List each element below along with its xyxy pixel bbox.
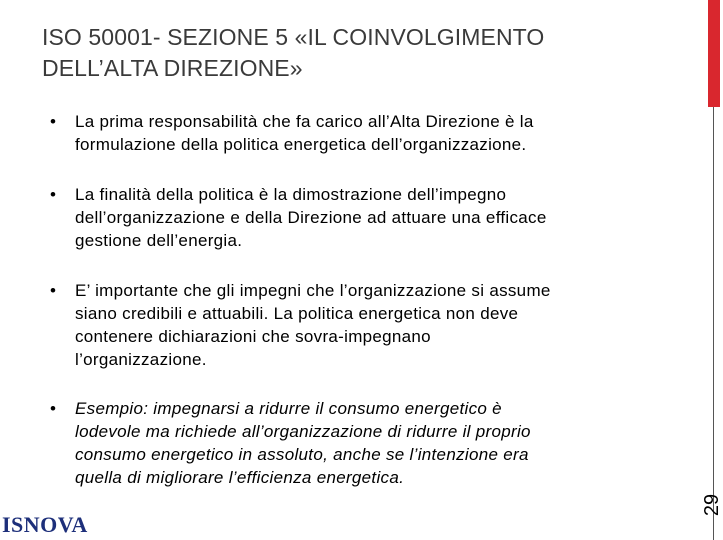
vertical-divider xyxy=(713,107,714,540)
bullet-text-line: formulazione della politica energetica dell’organizzazione. xyxy=(75,135,527,154)
slide-title xyxy=(42,22,682,84)
bullet-text-line: Esempio: impegnarsi a ridurre il consumo energetico è xyxy=(75,399,502,418)
bullet-text-line: consumo energetico in assoluto, anche se l’intenzione era xyxy=(75,445,529,464)
bullet-text-line: siano credibili e attuabili. La politica energetica non deve xyxy=(75,304,519,323)
bullet-item xyxy=(50,183,650,252)
bullet-dot: • xyxy=(50,281,57,300)
isnova-logo: ISNOVA xyxy=(2,512,88,537)
bullet-dot: • xyxy=(50,112,57,131)
bullet-item xyxy=(50,279,650,371)
bullet-item-example xyxy=(50,397,650,489)
bullet-text-line: E’ importante che gli impegni che l’organizzazione si assume xyxy=(75,281,551,300)
bullet-text-line: lodevole ma richiede all’organizzazione di ridurre il proprio xyxy=(75,422,531,441)
page-number: 29 xyxy=(701,493,723,517)
slide-title-line-1: ISO 50001- SEZIONE 5 «IL COINVOLGIMENTO xyxy=(42,24,545,50)
bullet-dot: • xyxy=(50,399,57,418)
slide-title-line-2: DELL’ALTA DIREZIONE» xyxy=(42,55,303,81)
bullet-list xyxy=(50,110,650,489)
bullet-text-line: La finalità della politica è la dimostrazione dell’impegno xyxy=(75,185,507,204)
bullet-text-line: contenere dichiarazioni che sovra-impegnano xyxy=(75,327,431,346)
bullet-text-line: dell’organizzazione e della Direzione ad attuare una efficace xyxy=(75,208,547,227)
bullet-dot: • xyxy=(50,185,57,204)
bullet-text-line: quella di migliorare l’efficienza energetica. xyxy=(75,468,405,487)
bullet-item xyxy=(50,110,650,156)
accent-bar xyxy=(708,0,720,107)
bullet-text-line: gestione dell’energia. xyxy=(75,231,243,250)
bullet-text-line: l’organizzazione. xyxy=(75,350,207,369)
bullet-text-line: La prima responsabilità che fa carico all’Alta Direzione è la xyxy=(75,112,534,131)
